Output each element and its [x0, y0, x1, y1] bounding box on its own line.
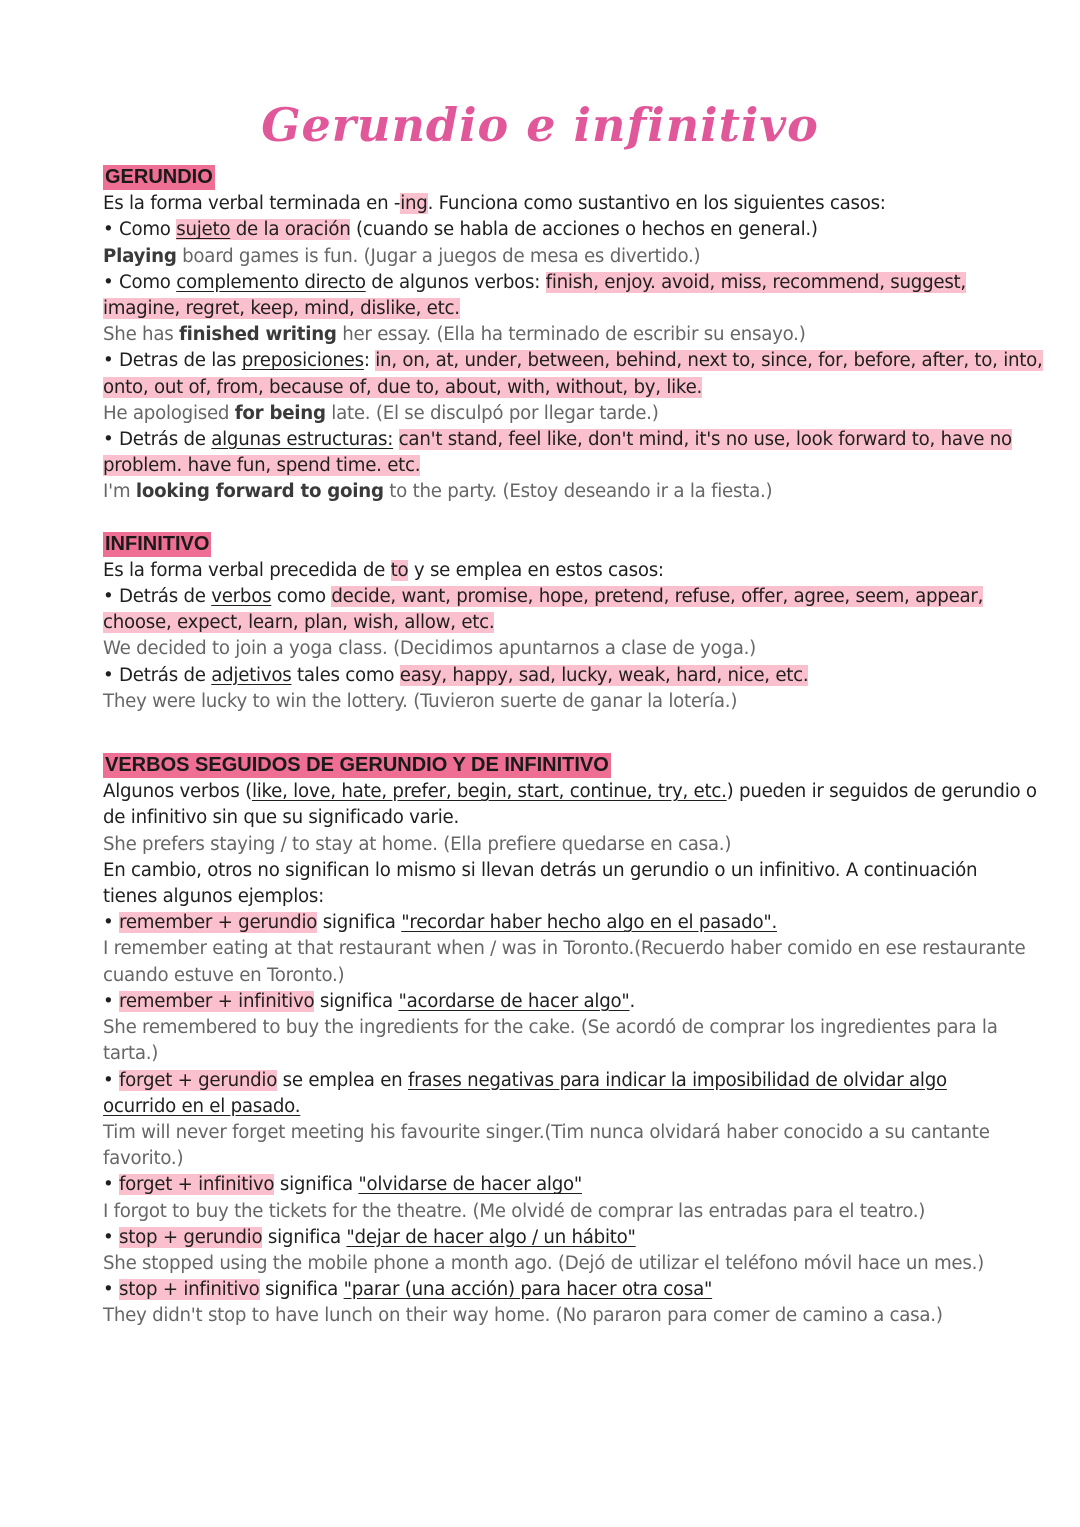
infinitivo-rule-verbos-cont: choose, expect, learn, plan, wish, allow, etc. [103, 612, 495, 634]
ambos-para-1-cont: de infinitivo sin que su significado varie. [103, 807, 460, 829]
rule-forget-gerundio-cont: ocurrido en el pasado. [103, 1095, 301, 1117]
example-stop-infinitivo: They didn't stop to have lunch on their way home. (No pararon para comer de camino a casa.) [103, 1305, 943, 1327]
infinitivo-rule-adjetivos: • Detrás de adjetivos tales como easy, happy, sad, lucky, weak, hard, nice, etc. [103, 664, 809, 686]
infinitivo-example-1: We decided to join a yoga class. (Decidimos apuntarnos a clase de yoga.) [103, 638, 756, 660]
gerundio-rule-prep-cont: onto, out of, from, because of, due to, about, with, without, by, like. [103, 376, 703, 398]
gerundio-rule-cd-cont: imagine, regret, keep, mind, dislike, etc. [103, 298, 460, 320]
rule-stop-infinitivo: • stop + infinitivo significa "parar (una acción) para hacer otra cosa" [103, 1279, 713, 1301]
gerundio-example-1: Playing board games is fun. (Jugar a juegos de mesa es divertido.) [103, 245, 701, 267]
rule-stop-gerundio: • stop + gerundio significa "dejar de hacer algo / un hábito" [103, 1226, 636, 1248]
page-title: Gerundio e infinitivo [261, 98, 819, 152]
section-ambos [103, 753, 1037, 1329]
ambos-example-1: She prefers staying / to stay at home. (Ella prefiere quedarse en casa.) [103, 833, 732, 855]
heading-ambos: VERBOS SEGUIDOS DE GERUNDIO Y DE INFINITIVO [105, 754, 609, 777]
example-remember-infinitivo-cont: tarta.) [103, 1043, 159, 1065]
ambos-para-2-cont: tienes algunos ejemplos: [103, 886, 325, 908]
gerundio-rule-sujeto: • Como sujeto de la oración (cuando se habla de acciones o hechos en general.) [103, 219, 818, 241]
section-gerundio [103, 165, 1043, 506]
heading-gerundio: GERUNDIO [105, 166, 213, 188]
heading-infinitivo: INFINITIVO [105, 532, 210, 555]
example-remember-infinitivo: She remembered to buy the ingredients for the cake. (Se acordó de comprar los ingredientes para la [103, 1017, 998, 1039]
section-infinitivo [103, 532, 983, 715]
rule-remember-infinitivo: • remember + infinitivo significa "acordarse de hacer algo". [103, 990, 636, 1012]
gerundio-example-3: He apologised for being late. (El se disculpó por llegar tarde.) [103, 402, 659, 424]
gerundio-rule-cd: • Como complemento directo de algunos verbos: finish, enjoy. avoid, miss, recommend, suggest, [103, 271, 966, 293]
example-remember-gerundio: I remember eating at that restaurant when / was in Toronto.(Recuerdo haber comido en ese restaurante [103, 938, 1026, 960]
infinitivo-intro: Es la forma verbal precedida de to y se emplea en estos casos: [103, 559, 664, 581]
ambos-para-1: Algunos verbos (like, love, hate, prefer, begin, start, continue, try, etc.) pueden ir seguidos de gerundio o [103, 781, 1037, 803]
gerundio-example-4: I'm looking forward to going to the party. (Estoy deseando ir a la fiesta.) [103, 481, 773, 503]
example-stop-gerundio: She stopped using the mobile phone a month ago. (Dejó de utilizar el teléfono móvil hace un mes.) [103, 1252, 984, 1274]
example-forget-gerundio: Tim will never forget meeting his favourite singer.(Tim nunca olvidará haber conocido a su cantante [103, 1121, 990, 1143]
gerundio-example-2: She has finished writing her essay. (Ella ha terminado de escribir su ensayo.) [103, 324, 806, 346]
infinitivo-example-2: They were lucky to win the lottery. (Tuvieron suerte de ganar la lotería.) [103, 690, 738, 712]
example-forget-gerundio-cont: favorito.) [103, 1148, 184, 1170]
notes-body [103, 165, 1043, 1330]
infinitivo-rule-verbos: • Detrás de verbos como decide, want, promise, hope, pretend, refuse, offer, agree, seem, appear, [103, 586, 984, 608]
ambos-para-2: En cambio, otros no significan lo mismo si llevan detrás un gerundio o un infinitivo. A continuación [103, 859, 978, 881]
rule-forget-gerundio: • forget + gerundio se emplea en frases negativas para indicar la imposibilidad de olvidar algo [103, 1069, 947, 1091]
example-forget-infinitivo: I forgot to buy the tickets for the theatre. (Me olvidé de comprar las entradas para el teatro.) [103, 1200, 926, 1222]
gerundio-rule-prep: • Detras de las preposiciones: in, on, at, under, between, behind, next to, since, for, before, after, to, into, [103, 350, 1043, 372]
example-remember-gerundio-cont: cuando estuve en Toronto.) [103, 964, 345, 986]
gerundio-rule-estructuras: • Detrás de algunas estructuras: can't stand, feel like, don't mind, it's no use, look forward to, have no [103, 429, 1012, 451]
gerundio-intro: Es la forma verbal terminada en -ing. Funciona como sustantivo en los siguientes casos: [103, 193, 886, 215]
rule-forget-infinitivo: • forget + infinitivo significa "olvidarse de hacer algo" [103, 1174, 582, 1196]
gerundio-rule-estructuras-cont: problem. have fun, spend time. etc. [103, 455, 421, 477]
rule-remember-gerundio: • remember + gerundio significa "recordar haber hecho algo en el pasado". [103, 912, 777, 934]
